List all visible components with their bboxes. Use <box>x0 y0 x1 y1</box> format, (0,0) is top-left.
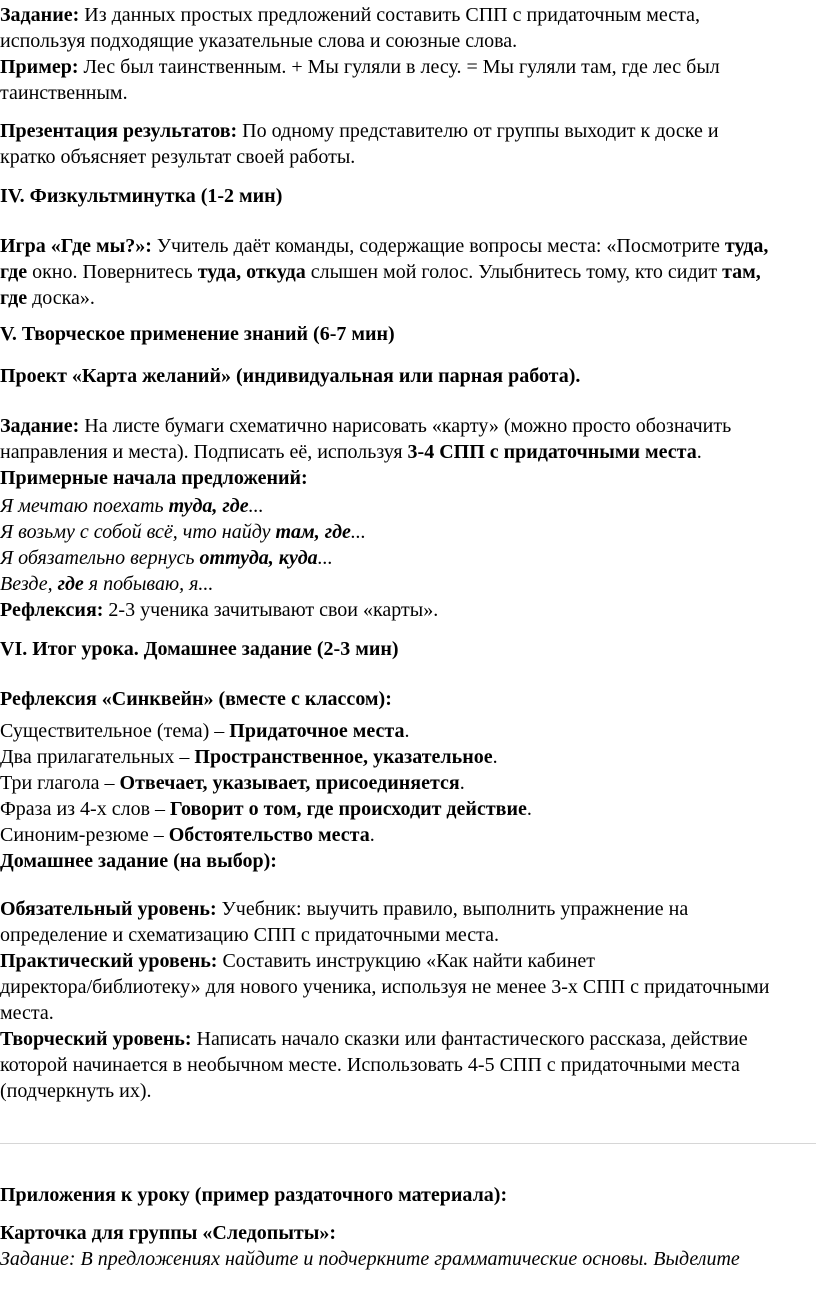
section-5-heading: V. Творческое применение знаний (6-7 мин) <box>0 323 395 345</box>
cinquain-heading: Рефлексия «Синквейн» (вместе с классом): <box>0 688 392 710</box>
appendix-heading: Приложения к уроку (пример раздаточного материала): <box>0 1184 508 1206</box>
cinquain-list <box>0 718 812 874</box>
starter-1: Я мечтаю поехать туда, где... <box>0 495 264 517</box>
level-1-label: Обязательный уровень: <box>0 898 217 920</box>
cinquain-row: Три глагола – Отвечает, указывает, присоединяется. <box>0 772 465 794</box>
game-label: Игра «Где мы?»: <box>0 235 152 257</box>
starter-3: Я обязательно вернусь оттуда, куда... <box>0 547 333 569</box>
task-2-paragraph: Задание: На листе бумаги схематично нарисовать «карту» (можно просто обозначить направления и места). Подписать её, используя 3-4 СПП с придаточными места. Примерные начала предложений: <box>0 413 812 491</box>
appendix-card <box>0 1220 812 1272</box>
level-2-label: Практический уровень: <box>0 950 218 972</box>
task-text-1: Из данных простых предложений составить СПП с придаточным места, <box>79 4 701 26</box>
cinquain-row: Два прилагательных – Пространственное, указательное. <box>0 746 498 768</box>
task-paragraph <box>0 2 812 54</box>
task-line-2: используя подходящие указательные слова и союзные слова. <box>0 30 518 52</box>
example-label: Пример: <box>0 56 79 78</box>
task-line-1 <box>0 2 812 28</box>
cinquain-row: Синоним-резюме – Обстоятельство места. <box>0 824 375 846</box>
game-paragraph: Игра «Где мы?»: Учитель даёт команды, содержащие вопросы места: «Посмотрите туда, где окно. Повернитесь туда, откуда слышен мой голос. Улыбнитесь тому, кто сидит там, где доска». <box>0 235 769 309</box>
section-divider <box>0 1143 816 1144</box>
presentation-paragraph: Презентация результатов: По одному представителю от группы выходит к доске и кратко объясняет результат своей работы. <box>0 120 719 168</box>
section-6-heading: VI. Итог урока. Домашнее задание (2-3 мин) <box>0 638 399 660</box>
homework-levels: Обязательный уровень: Учебник: выучить правило, выполнить упражнение на определение и схематизацию СПП с придаточными места. Практический уровень: Составить инструкцию «Как найти кабинет директора/библиотеку» для нового ученика, используя не менее 3-х СПП с придаточными места. Творческий уровень: Написать начало сказки или фантастического рассказа, действие которой начинается в необычном месте. Использовать 4-5 СПП с придаточными места (подчеркнуть их). <box>0 898 770 1102</box>
cinquain-row: Существительное (тема) – Придаточное места. <box>0 720 410 742</box>
homework-heading: Домашнее задание (на выбор): <box>0 850 277 872</box>
starters-title: Примерные начала предложений: <box>0 467 308 489</box>
starter-4: Везде, где я побываю, я... <box>0 573 214 595</box>
task-2-label: Задание: <box>0 415 80 437</box>
cinquain-row: Фраза из 4-х слов – Говорит о том, где происходит действие. <box>0 798 532 820</box>
presentation-label: Презентация результатов: <box>0 120 238 142</box>
card-task: Задание: В предложениях найдите и подчеркните грамматические основы. Выделите <box>0 1248 740 1270</box>
example-paragraph: Пример: Лес был таинственным. + Мы гуляли в лесу. = Мы гуляли там, где лес был таинственным. <box>0 56 720 104</box>
level-3-label: Творческий уровень: <box>0 1028 192 1050</box>
reflection-line: Рефлексия: 2-3 ученика зачитывают свои «карты». <box>0 599 439 621</box>
task-label: Задание: <box>0 4 80 26</box>
card-title: Карточка для группы «Следопыты»: <box>0 1222 337 1244</box>
section-4-heading: IV. Физкультминутка (1-2 мин) <box>0 185 283 207</box>
sentence-starters <box>0 493 812 623</box>
project-heading: Проект «Карта желаний» (индивидуальная или парная работа). <box>0 365 581 387</box>
starter-2: Я возьму с собой всё, что найду там, где... <box>0 521 366 543</box>
